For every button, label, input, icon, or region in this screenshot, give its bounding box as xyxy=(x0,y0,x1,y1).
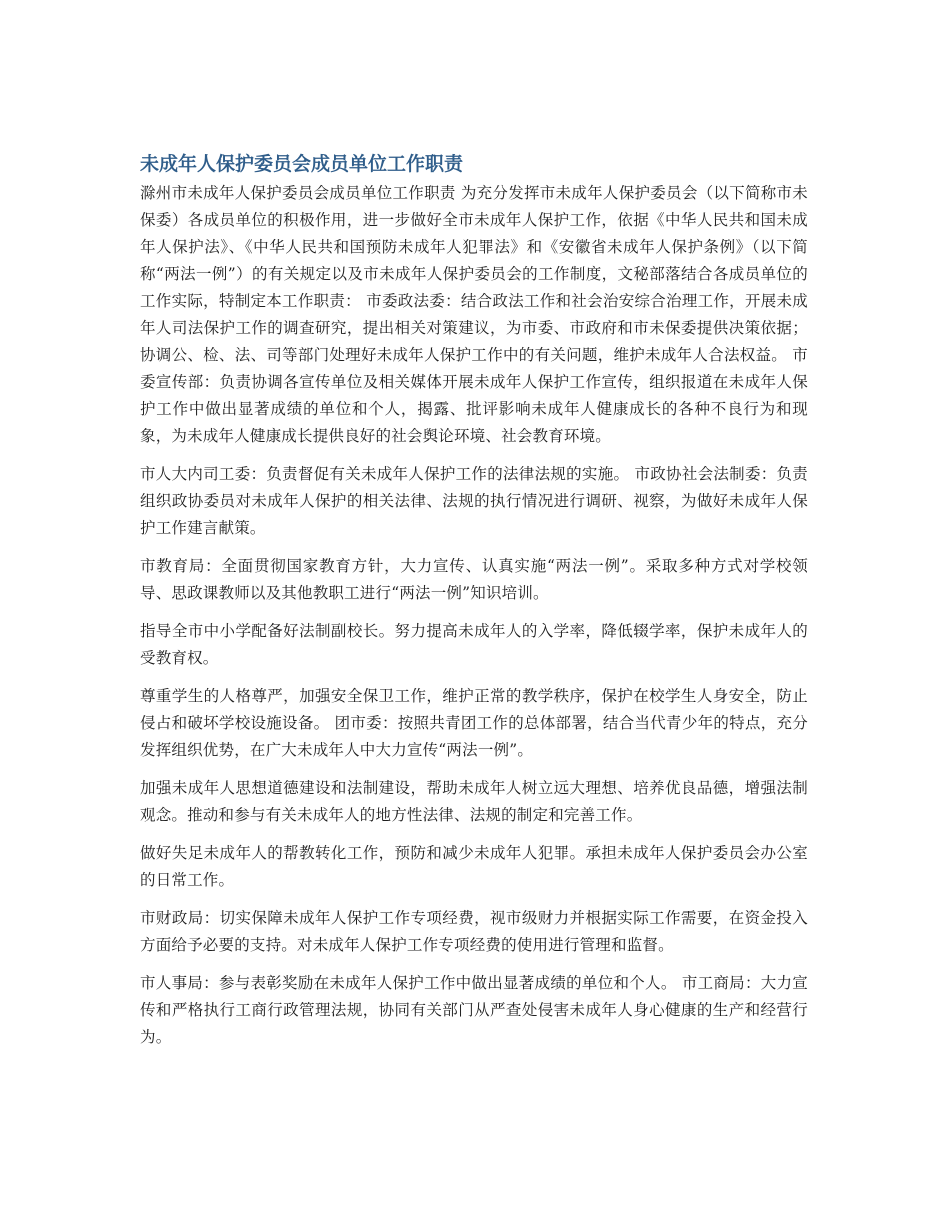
paragraph-delinquency-prevention: 做好失足未成年人的帮教转化工作，预防和减少未成年人犯罪。承担未成年人保护委员会办公室的日常工作。 xyxy=(140,844,808,889)
paragraph-education-bureau: 市教育局：全面贯彻国家教育方针，大力宣传、认真实施“两法一例”。采取多种方式对学校领导、思政课教师以及其他教职工进行“两法一例”知识培训。 xyxy=(140,557,808,602)
document-title: 未成年人保护委员会成员单位工作职责 xyxy=(140,153,464,175)
paragraph-npc-cppcc: 市人大内司工委：负责督促有关未成年人保护工作的法律法规的实施。 市政协社会法制委：负责组织政协委员对未成年人保护的相关法律、法规的执行情况进行调研、视察，为做好未成年人保护工作建言献策。 xyxy=(140,465,808,537)
paragraph-moral-legal-construction: 加强未成年人思想道德建设和法制建设，帮助未成年人树立远大理想、培养优良品德，增强法制观念。推动和参与有关未成年人的地方性法律、法规的制定和完善工作。 xyxy=(140,779,808,824)
paragraph-finance-bureau: 市财政局：切实保障未成年人保护工作专项经费，视市级财力并根据实际工作需要，在资金投入方面给予必要的支持。对未成年人保护工作专项经费的使用进行管理和监督。 xyxy=(140,909,808,954)
document-page xyxy=(140,150,808,1062)
paragraph-personnel-commerce: 市人事局：参与表彰奖励在未成年人保护工作中做出显著成绩的单位和个人。 市工商局：大力宣传和严格执行工商行政管理法规，协同有关部门从严查处侵害未成年人身心健康的生产和经营行为。 xyxy=(140,974,808,1046)
paragraph-intro: 滁州市未成年人保护委员会成员单位工作职责 为充分发挥市未成年人保护委员会（以下简称市未保委）各成员单位的积极作用，进一步做好全市未成年人保护工作，依据《中华人民共和国未成年人保护法》、《中华人民共和国预防未成年人犯罪法》和《安徽省未成年人保护条例》（以下简称“两法一例”）的有关规定以及市未成年人保护委员会的工作制度，文秘部落结合各成员单位的工作实际，特制定本工作职责： 市委政法委：结合政法工作和社会治安综合治理工作，开展未成年人司法保护工作的调查研究，提出相关对策建议，为市委、市政府和市未保委提供决策依据；协调公、检、法、司等部门处理好未成年人保护工作中的有关问题，维护未成年人合法权益。 市委宣传部：负责协调各宣传单位及相关媒体开展未成年人保护工作宣传，组织报道在未成年人保护工作中做出显著成绩的单位和个人，揭露、批评影响未成年人健康成长的各种不良行为和现象，为未成年人健康成长提供良好的社会舆论环境、社会教育环境。 xyxy=(140,184,808,445)
paragraph-student-dignity: 尊重学生的人格尊严，加强安全保卫工作，维护正常的教学秩序，保护在校学生人身安全，防止侵占和破坏学校设施设备。 团市委：按照共青团工作的总体部署，结合当代青少年的特点，充分发挥组织优势，在广大未成年人中大力宣传“两法一例”。 xyxy=(140,687,808,759)
paragraph-school-vice-principal: 指导全市中小学配备好法制副校长。努力提高未成年人的入学率，降低辍学率，保护未成年人的受教育权。 xyxy=(140,622,808,667)
